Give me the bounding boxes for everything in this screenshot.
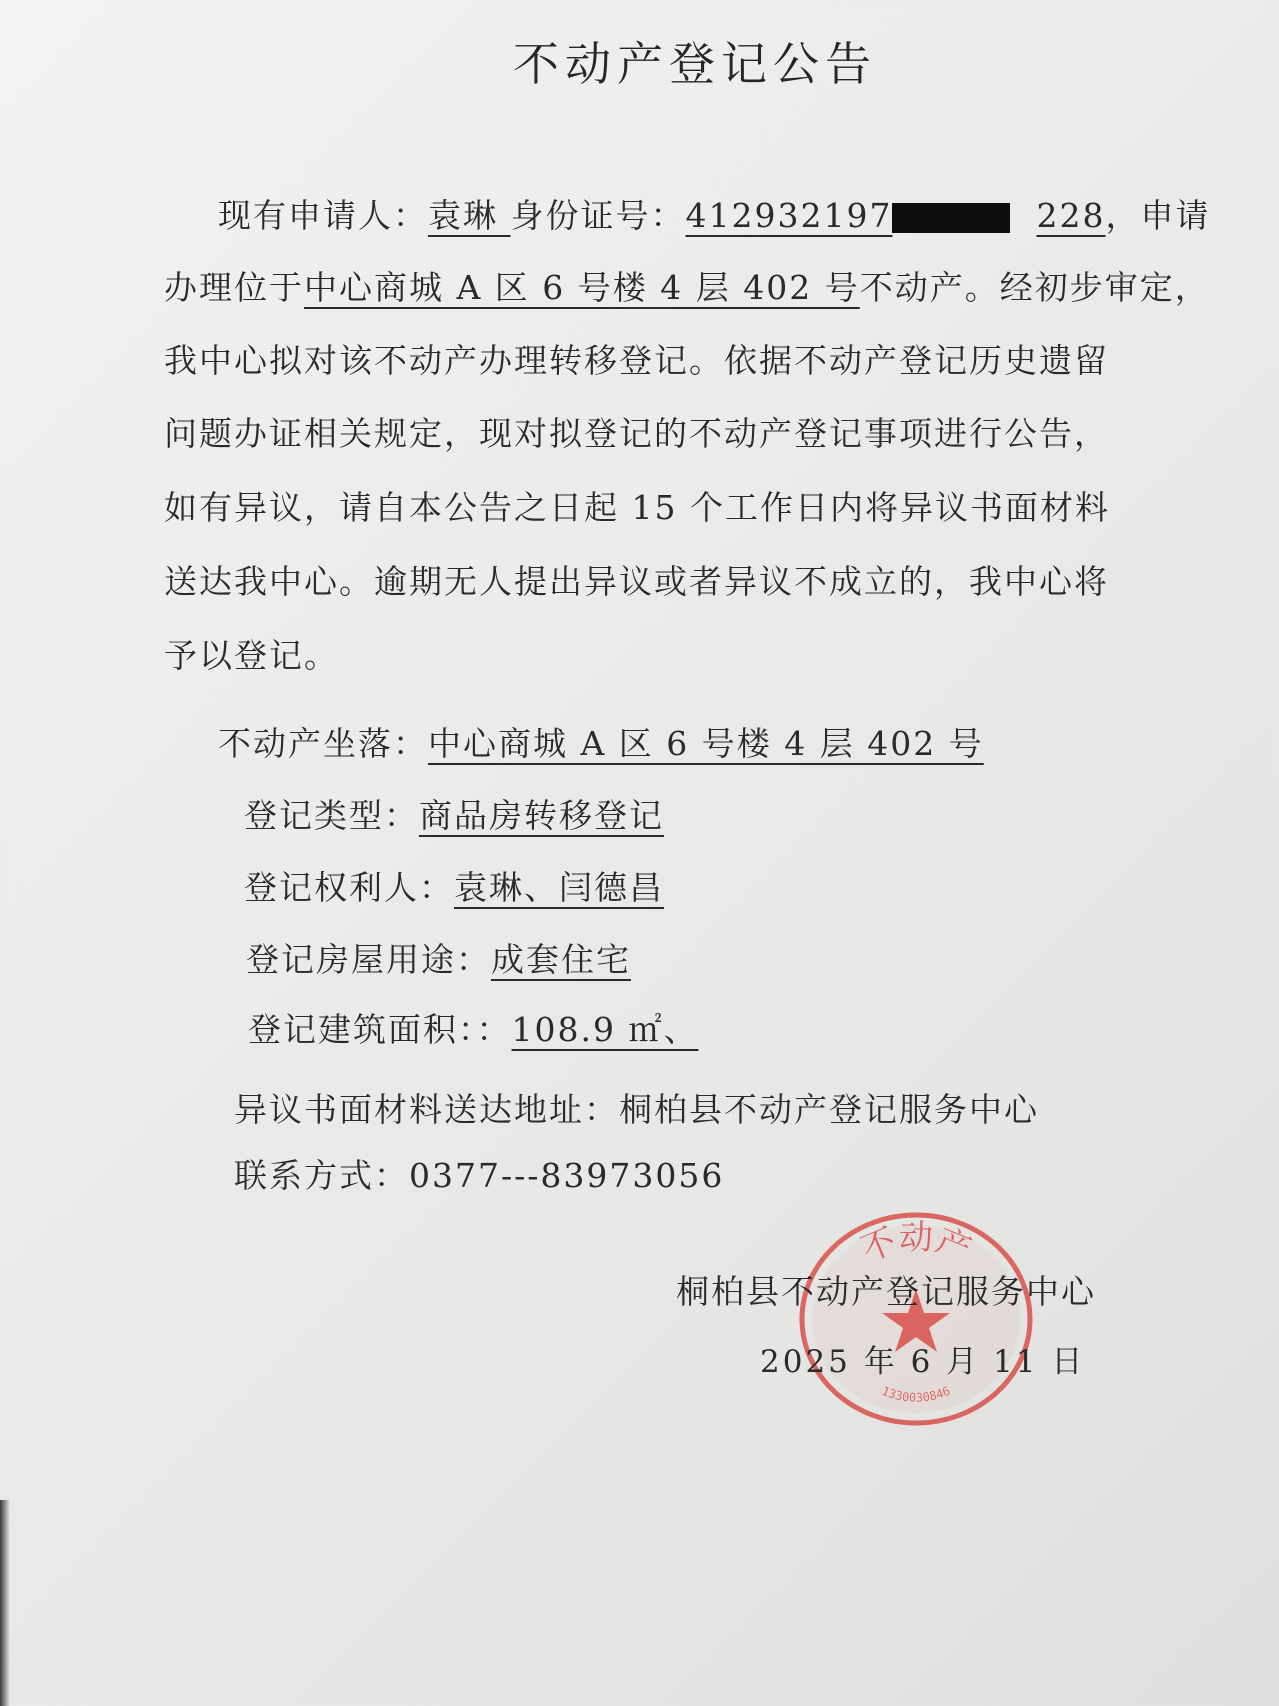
applicant-label: 现有申请人：	[218, 196, 428, 235]
contact-label: 联系方式：	[234, 1156, 409, 1195]
objection-address-value: 桐柏县不动产登记服务中心	[619, 1090, 1039, 1129]
field-objection-address	[234, 1084, 1039, 1131]
line1-suffix: ，申请	[1105, 196, 1211, 235]
objection-address-label: 异议书面材料送达地址：	[234, 1090, 619, 1129]
notice-title: 不动产登记公告	[513, 37, 877, 91]
line2-prefix: 办理位于	[164, 268, 304, 307]
body-line-3: 我中心拟对该不动产办理转移登记。依据不动产登记历史遗留	[164, 341, 1109, 380]
seal-top-text: 不动产	[855, 1218, 977, 1271]
body-line-6: 送达我中心。逾期无人提出异议或者异议不成立的，我中心将	[164, 562, 1109, 601]
area-label: 登记建筑面积：：	[248, 1010, 512, 1049]
id-number	[686, 196, 1106, 235]
body-line-7: 予以登记。	[164, 636, 339, 675]
type-value: 商品房转移登记	[419, 796, 664, 835]
type-label: 登记类型：	[244, 796, 419, 835]
location-label: 不动产坐落：	[218, 724, 428, 763]
seal-code: 1330030846	[879, 1383, 953, 1405]
line2-suffix: 不动产。经初步审定，	[859, 268, 1210, 307]
field-area	[248, 1004, 698, 1051]
usage-value: 成套住宅	[491, 940, 631, 979]
owner-value: 袁琳、闫德昌	[454, 868, 664, 907]
official-seal	[792, 1205, 1040, 1433]
body-line-4: 问题办证相关规定，现对拟登记的不动产登记事项进行公告，	[164, 414, 1109, 453]
issue-date: 2025 年 6 月 11 日	[760, 1344, 1086, 1380]
contact-value: 0377---83973056	[409, 1156, 725, 1195]
body-line-5: 如有异议，请自本公告之日起 15 个工作日内将异议书面材料	[164, 488, 1110, 527]
body-line-2	[164, 262, 1210, 309]
location-value: 中心商城 A 区 6 号楼 4 层 402 号	[428, 724, 984, 763]
id-label: 身份证号：	[510, 196, 686, 235]
field-usage	[246, 934, 631, 981]
applicant-name: 袁琳	[428, 196, 511, 235]
area-value: 108.9 ㎡、	[511, 1010, 699, 1049]
property-address-inline: 中心商城 A 区 6 号楼 4 层 402 号	[304, 268, 860, 307]
field-registration-type	[244, 790, 664, 837]
field-owner	[244, 862, 664, 909]
body-line-1	[218, 190, 1210, 237]
field-location	[218, 718, 984, 765]
usage-label: 登记房屋用途：	[246, 940, 491, 979]
id-number-start: 412932197	[685, 196, 893, 235]
issuer-name: 桐柏县不动产登记服务中心	[676, 1272, 1096, 1311]
field-contact	[234, 1150, 724, 1197]
owner-label: 登记权利人：	[244, 868, 454, 907]
id-number-end: 228	[1036, 196, 1106, 235]
id-redaction-block	[892, 203, 1010, 233]
photo-edge-shadow	[0, 1500, 10, 1706]
